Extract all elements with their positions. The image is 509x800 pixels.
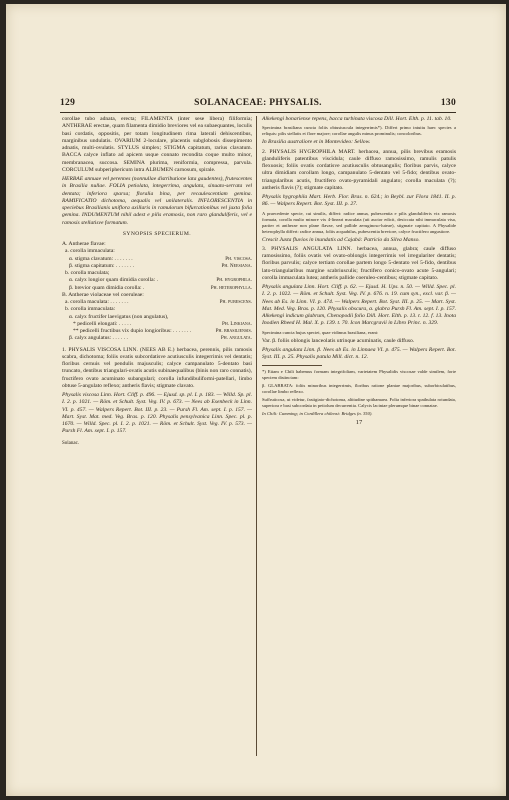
signature-number: 17 <box>355 419 363 427</box>
synopsis-species: Ph. angulata. <box>220 335 252 342</box>
column-divider <box>256 116 257 756</box>
synopsis-key: α. calyx longior quam dimidia corolla: . <box>69 277 158 284</box>
species-entry <box>62 347 252 391</box>
synopsis-row <box>62 299 252 306</box>
species-heading: 1. PHYSALIS VISCOSA LINN. (NEES AB E.) <box>62 346 175 353</box>
synopsis-key: b. corolla maculata; <box>65 270 110 276</box>
species-references: Physalis angulata Linn. Hort. Cliff. p. 62. — Ejusd. H. Ups. n. 50. — Willd. Spec. pl. I. 2. p. 1022. — Röm. et Schult. Syst. Veg. IV. p. 676. n. 19. cum syn., excl. var. β. — Nees ab Es. in Linn. VI. p. 474. — Walpers Repert. Bot. Syst. III. p. 25. — Mart. Syst. Mat. Med. Veg. Bras. p. 120. Physalis obscura, α. glabra Pursh Fl. Am. sept. I. p. 157. Alkekengi indicum glabrum, Chenopodii folio Dill. Hort. Elth. p. 13. t. 12. f. 13. Inota Inodien Rheed H. Mal. X. p. 139. t. 70. Icon Marcgravii in Libro Princ. n. 329. <box>262 284 456 327</box>
synopsis-row <box>62 306 252 313</box>
synopsis-species: Ph. Linkiana. <box>222 320 252 327</box>
synopsis-row <box>62 248 252 255</box>
species-entry <box>262 149 456 193</box>
synopsis-key: B. Antherae violaceae vel coeruleae: <box>62 291 144 298</box>
book-page <box>6 4 506 796</box>
right-page-number: 130 <box>440 98 456 108</box>
variety-references: Physalis angulata Linn. β. Nees ab Es. in Linnaea VI. p. 475. — Walpers Repert. Bot. Syst. III. p. 25. Physalis patula Mill. dict. n. 12. <box>262 346 456 360</box>
species-description: herbacea, annua, pilis brevibus eramosis glanduliferis patentibus viscidula; caule diffuso ramosissimo, ramulis patulis flexuosis; foliis ovatis cordatisve acutiusculis obtusangulis; floribus parvis, calyce ultra dimidiam corollam longo, campanulato 5-dentato vel 5-fido; dentibus ovato-triangularibus acutis, fructifero ovato-pyramidali angulato; corolla maculata (?); antheris flavis (?); stigmate capitato. <box>262 148 457 191</box>
synopsis-row <box>62 270 252 277</box>
synopsis-key: ** pedicelli fructibus vix dupio longioribus: . . . . . . . <box>73 328 192 334</box>
synopsis-row <box>62 277 252 284</box>
locality: Crescit Juxta fluvios in inundatis ad Cajabá: Patricio da Silva Manso. <box>262 236 420 243</box>
species-references: Physalis viscosa Linn. Hort. Cliff. p. 496. — Ejusd. sp. pl. I. p. 183. — Willd. Sp. pl. I. 2. p. 1021. — Röm. et Schult. Syst. Veg. IV. p. 673. — Nees ab Esenbeck in Linn. VI. p. 457. — Walpers Repert. Bot. III. p. 23. — Pursh Fl. Am. sept. I. p. 157. — Mart. Syst. Mat. med. Veg. Bras. p. 120. Physalis pensylvanica Linn. Spec. pl. p. 1670. — Willd. Spec. pl. I. 2. p. 1021. — Röm. et Schult. Syst. Veg. IV. p. 573. — Pursh Fl. Am. sept. I. p. 157. <box>62 392 252 435</box>
genus-diagnosis: HERBAE annuae vel perennes (nonnullae distributione lata gaudentes), frutescentes in Brasilia nullae. FOLIA petiolata, integerrima, angulata, sinuato-serrata vel dentata; inferiora sparsa; floralia bina, per recaulescentiam gemina. RAMIFICATIO dichotoma, aequalis vel unilateralis. INFLORESCENTIA in speciebus Brasilianis uniflora axillaris in ramulorum bifurcationibus vel juxta folia gemina. INDUMENTUM nihil adest e pilis eramosis, non raro glanduliferis, vel e ramosis stellatisve formatum. <box>62 176 252 226</box>
synopsis-species: Ph. pubescens. <box>219 299 252 305</box>
species-references: Physalis hygrophila Mart. Herb. Flor. Bras. n. 624.; in Beybl. zur Flora 1841. II. p. 86. — Walpers Repert. Bot. Syst. III. p. 27. <box>262 194 456 208</box>
left-page-number: 129 <box>60 98 76 108</box>
synopsis-species: Ph. brasiliensis. <box>215 328 252 334</box>
footnote-locality: In Chili: Cumming; in Cordillera chilensi: Bridges (n. 350). <box>262 411 373 417</box>
genus-description: corollae tubo adnata, erecta; FILAMENTA (inter sese libera) filiformia; ANTHERAE erectae, quam filamenta dimidio breviores vel ea subaequantes, loculis basi cordatis, oppositis, per totam longitudinem rima laterali dehiscentibus, marginibus undulatis. OVARIUM 2-loculare, placentis subglobosis dissepimento adnatis, multi-ovulatis. STYLUS simplex; STIGMA capitatum, rarius clavatum. BACCA calyce inflato ad apicem usque connato recondita coque multo minor, membranacea, succosa. SEMINA plurima, reniformia, compressa, parvula. CORCULUM subperiphericum intra ALBUMEN carnosum, spirale. <box>62 116 252 173</box>
running-header <box>60 98 456 110</box>
synopsis-row <box>62 256 252 263</box>
synopsis-key: β. stigma capitatum: . . . . . . . <box>69 262 135 269</box>
synopsis-row <box>62 314 252 321</box>
synopsis-title: SYNOPSIS SPECIERUM. <box>122 230 192 237</box>
variety-description: Var. β. foliis oblongis lanceolatis utrinque acuminatis, caule diffuso. <box>262 337 415 344</box>
running-title: SOLANACEAE: PHYSALIS. <box>194 98 322 108</box>
species-heading: 3. PHYSALIS ANGULATA LINN. <box>262 245 352 252</box>
synopsis-key: β. brevior quam dimidia corolla: . <box>69 284 145 291</box>
header-rule <box>60 112 456 113</box>
synopsis-row <box>62 263 252 270</box>
species-heading: 2. PHYSALIS HYGROPHILA MART. <box>262 148 356 155</box>
species-note: Specimina cuncta hujus speciei, quae vidimus brasiliana, erant: <box>262 329 379 335</box>
synopsis-row <box>62 335 252 342</box>
footnote-rule <box>262 365 322 366</box>
species-description: herbacea, perennis, pilis ramosis scabra, dichotoma; foliis ovatis subcordatisve acutiusculis integerrimis vel dentatis; floribus cernuis vel pendulis majusculis; calyce campanulato 5-dentato basi truncato, dentibus triangulari-ovatis acutis subinaequalibus (binis non raro connatis), fructifero ovato acuminato subangulari; corolla infundibuliformi-patellari, limbo obtuse 5-angulato reflexo; antheris flavis; stigmate clavato. <box>62 346 252 389</box>
left-column <box>62 116 252 447</box>
synopsis-key: α. calyx fructifer laevigatus (non angulatus), <box>69 313 169 320</box>
species-description: herbacea, annua, glabra; caule diffuso ramosissimo, foliis ovatis vel ovato-oblongis integerrimis vel irregulariter dentatis; floribus parvulis; calyce tertiam corollae partem longo 5-dentato vel 5-fido, dentibus lato-triangularibus margine scabriusculis; fructifero conico-ovato acute 5-angulari; corolla immaculata lutea; antheris pallide coeruleo-centibus; stigmate capitato. <box>262 245 456 281</box>
synopsis-key: * pedicelli elongati: . . . . . <box>73 320 132 327</box>
locality: In Brasilia australiore et in Montevideo: Sellow. <box>262 139 371 146</box>
synopsis-species: Ph. hygrophila. <box>216 277 252 284</box>
species-note: Specimina brasiliana cuncta foliis obtusiuscula integerrimis*). Differt primo intuitu haec species a reliquis: pilis stellatis et flore majore; corollae angulis minus prominulis; concoloribus. <box>262 125 456 137</box>
species-entry <box>262 246 456 282</box>
signature-mark: Solanac. <box>62 440 80 446</box>
synopsis-key: a. corolla maculata: . . . . . . . <box>65 299 129 305</box>
synopsis-key: α. stigma clavatum: . . . . . . . <box>69 255 133 262</box>
species-note: A praecedente specie, cui similis, differt: radice annua, pubescentia e pilis glanduliferis vix ramosis formata, corolla multo minore vix 4-lineari maculata (uti auctor edicit, desiccata nihi immaculata visa, pariter et antherae non plane flavae, sed pallide aeruginoso-luteae), stigmate capitato. A Physalide heterophylla differt: radice annua, foliis acquabilus, pubescentia breviore, calyce fructifero angustiore. <box>262 210 456 234</box>
footnote: β. GLABRATA: foliis minoribus integerrimis, floribus ratione plantae majoribus, suborbiculatibus, corollae limbo reflexo. <box>262 383 456 395</box>
footnote: Suffruticosa, ut videtur, fastigiato-dichotoma, altitudine spithamaea. Folia inferiora spathulata rotundata, superiora e basi subcordata in petiolum decurrentia. Calycis laciniae plerumque binae connatae. <box>262 397 456 409</box>
synopsis-species: Ph. heterophylla. <box>210 284 252 291</box>
synonym-reference: Alkekengi bonariense repens, bacca turbinata viscosa Dill. Hort. Elth. p. 11. tab. 10. <box>262 116 452 122</box>
synopsis-row <box>62 321 252 328</box>
synopsis-row <box>62 292 252 299</box>
footnote: *) Etiam e Chili habemus formam integrifoliam, varietatem Physalidis viscosae valde similem, forte speciem distinctam: <box>262 369 456 381</box>
synopsis-key: β. calyx angulatus: . . . . . . <box>69 335 128 342</box>
synopsis-list <box>62 241 252 343</box>
synopsis-key: b. corolla immaculata: <box>65 306 116 313</box>
synopsis-species: Ph. Neesiana. <box>221 262 252 269</box>
synopsis-species: Ph. viscosa. <box>225 255 252 262</box>
right-column <box>262 116 456 427</box>
synopsis-row <box>62 328 252 335</box>
synopsis-row <box>62 285 252 292</box>
synopsis-row <box>62 241 252 248</box>
synopsis-key: A. Antherae flavae: <box>62 241 106 247</box>
synopsis-key: a. corolla immaculata: <box>65 248 115 255</box>
